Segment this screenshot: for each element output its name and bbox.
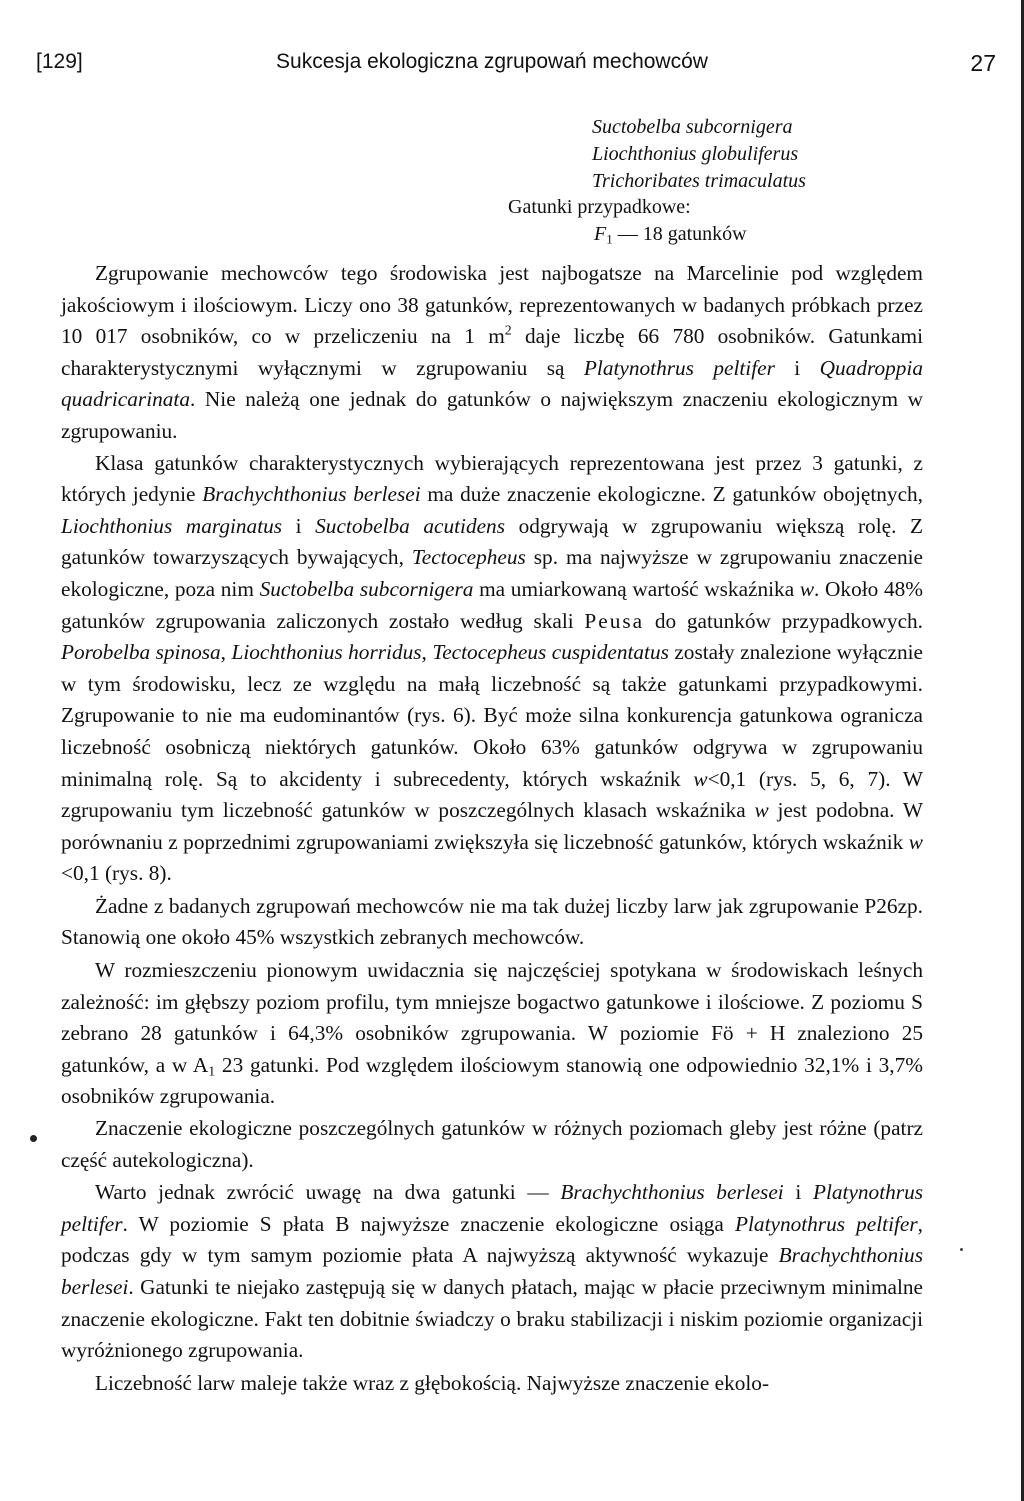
- species-item: Suctobelba subcornigera: [592, 116, 793, 138]
- paragraph: W rozmieszczeniu pionowym uwidacznia się najczęściej spotykana w środowiskach leśnych zależność: im głębszy poziom profilu, tym mniejsze bogactwo gatunkowe i ilościowe. Z poziomu S zebrano 28 gatunków i 64,3% osobników zgrupowania. W poziomie Fö + H znaleziono 25 gatunków, a w $A_1$ 23 gatunki. Pod względem ilościowym stanowią one odpowiednio 32,1% i 3,7% osobników zgrupowania.: [61, 958, 923, 1109]
- paragraph: Klasa gatunków charakterystycznych wybierających reprezentowana jest przez 3 gatunki, z których jedynie Brachychthonius berlesei ma duże znaczenie ekologiczne. Z gatunków obojętnych, Liochthonius marginatus i Suctobelba acutidens odgrywają w zgrupowaniu większą rolę. Z gatunków towarzyszących bywających, Tectocepheus sp. ma najwyższe w zgrupowaniu znaczenie ekologiczne, poza nim Suctobelba subcornigera ma umiarkowaną wartość wskaźnika w. Około 48% gatunków zgrupowania zaliczonych zostało według skali Peusa do gatunków przypadkowych. Porobelba spinosa, Liochthonius horridus, Tectocepheus cuspidentatus zostały znalezione wyłącznie w tym środowisku, lecz ze względu na małą liczebność są także gatunkami przypadkowymi. Zgrupowanie to nie ma eudominantów (rys. 6). Być może silna konkurencja gatunkowa ogranicza liczebność osobniczą niektórych gatunków. Około 63% gatunków odgrywa w zgrupowaniu minimalną rolę. Są to akcidenty i subrecedenty, których wskaźnik w<0,1 (rys. 5, 6, 7). W zgrupowaniu tym liczebność gatunków w poszczególnych klasach wskaźnika w jest podobna. W porównaniu z poprzednimi zgrupowaniami zwiększyła się liczebność gatunków, których wskaźnik w <0,1 (rys. 8).: [61, 450, 923, 886]
- f1-count: [508, 221, 806, 248]
- accidental-species-label: Gatunki przypadkowe:: [508, 196, 691, 219]
- paragraph: Warto jednak zwrócić uwagę na dwa gatunki — Brachychthonius berlesei i Platynothrus peltifer. W poziomie S płata B najwyższe znaczenie ekologiczne osiąga Platynothrus peltifer, podczas gdy w tym samym poziomie płata A najwyższą aktywność wykazuje Brachychthonius berlesei. Gatunki te niejako zastępują się w danych płatach, mając w płacie przeciwnym minimalne znaczenie ekologiczne. Fakt ten dobitnie świadczy o braku stabilizacji i niskim poziomie organizacji wyróżnionego zgrupowania.: [61, 1180, 923, 1363]
- paragraph: Żadne z badanych zgrupowań mechowców nie ma tak dużej liczby larw jak zgrupowanie P26zp. Stanowią one około 45% wszystkich zebranych mechowców.: [61, 893, 923, 950]
- paragraph: Zgrupowanie mechowców tego środowiska jest najbogatsze na Marcelinie pod względem jakościowym i ilościowym. Liczy ono 38 gatunków, reprezentowanych w badanych próbkach przez 10 017 osobników, co w przeliczeniu na 1 $m^2$ daje liczbę 66 780 osobników. Gatunkami charakterystycznymi wyłącznymi w zgrupowaniu są Platynothrus peltifer i Quadroppia quadricarinata. Nie należą one jednak do gatunków o największym znaczeniu ekologicznym w zgrupowaniu.: [61, 261, 923, 443]
- margin-mark: [960, 1248, 963, 1251]
- f1-subscript: 1: [606, 231, 613, 247]
- page-number: 27: [970, 50, 996, 76]
- margin-bullet: [30, 1135, 37, 1142]
- species-list: [508, 114, 806, 248]
- species-item: Trichoribates trimaculatus: [592, 169, 806, 192]
- running-title: Sukcesja ekologiczna zgrupowań mechowców: [276, 50, 708, 73]
- f1-text: — 18 gatunków: [612, 223, 747, 246]
- paragraph: Znaczenie ekologiczne poszczególnych gatunków w różnych poziomach gleby jest różne (patrz część autekologiczna).: [61, 1116, 923, 1172]
- paragraph: Liczebność larw maleje także wraz z głębokością. Najwyższe znaczenie ekolo-: [95, 1370, 770, 1395]
- page-reference: [129]: [36, 50, 83, 73]
- species-item: Liochthonius globuliferus: [592, 142, 799, 165]
- f1-symbol: F: [594, 223, 607, 246]
- running-header: [36, 50, 996, 86]
- body-text: [61, 258, 923, 1399]
